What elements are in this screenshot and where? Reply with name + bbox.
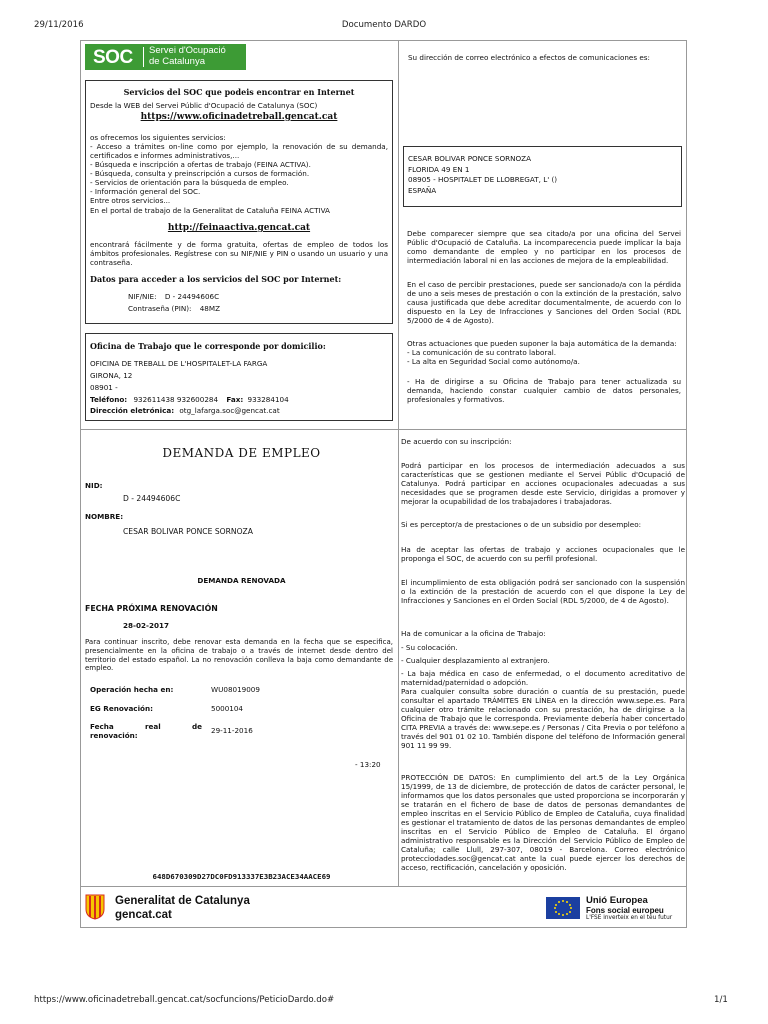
nif-label: NIF/NIE:	[128, 292, 157, 301]
services-intro: Desde la WEB del Servei Públic d'Ocupació de Catalunya (SOC)	[90, 101, 318, 110]
renewal-time: - 13:20	[355, 760, 381, 769]
office-postal: 08901 -	[90, 383, 118, 392]
services-list: os ofrecemos los siguientes servicios: - Acceso a trámites on-line como por ejemplo, la renovación de su demanda, certificados e informes administrativos,... - Búsqueda e inscripción a ofertas de trabajo (FEINA ACTIVA). - Búsqueda, consulta y preinscripción a cursos de formación. - Servicios de orientación para la búsqueda de empleo. - Información general del SOC. Entre otros servicios... En el portal de trabajo de la Generalitat de Cataluña FEINA ACTIVA	[90, 133, 388, 215]
soc-logo-abbr: SOC	[93, 47, 133, 68]
services-heading: Servicios del SOC que podeis encontrar en Internet	[123, 87, 355, 97]
nif-value: D - 24494606C	[164, 292, 220, 301]
communicate-list: - Su colocación. - Cualquier desplazamiento al extranjero. - La baja médica en caso de enfermedad, o el documento acreditativo de maternidad/paternidad o adopción.	[401, 643, 685, 687]
demand-title: DEMANDA DE EMPLEO	[162, 446, 321, 460]
name-value: CESAR BOLIVAR PONCE SORNOZA	[123, 527, 253, 536]
footer-divider	[80, 886, 687, 887]
feinaactiva-link[interactable]: http://feinaactiva.gencat.cat	[167, 223, 311, 233]
nif-row	[128, 292, 219, 301]
update-data-notice: - Ha de dirigirse a su Oficina de Trabajo para tener actualizada su demanda, haciendo constar cualquier cambio de datos personales, profesionales y formativos.	[407, 377, 681, 404]
phone-label: Teléfono:	[90, 395, 128, 404]
next-renewal-label: FECHA PRÓXIMA RENOVACIÓN	[85, 604, 218, 613]
section-divider	[80, 429, 687, 430]
column-divider	[398, 40, 399, 886]
print-page-number: 1/1	[714, 995, 728, 1005]
address-block: CESAR BOLIVAR PONCE SORNOZA FLORIDA 49 EN 1 08905 - HOSPITALET DE LLOBREGAT, L' () ESPAÑA	[408, 154, 558, 195]
nid-label: NID:	[85, 481, 103, 490]
eg-label: EG Renovación:	[90, 704, 153, 713]
pin-row	[128, 304, 220, 313]
next-renewal-date: 28-02-2017	[123, 621, 169, 630]
real-renewal-label: Fecha real de renovación:	[90, 722, 202, 740]
eu-slogan: L'FSE inverteix en el teu futur	[586, 915, 673, 921]
accept-offers-text: Ha de aceptar las ofertas de trabajo y acciones ocupacionales que le proponga el SOC, de acuerdo con su perfil profesional.	[401, 545, 685, 563]
soc-logo	[85, 44, 246, 70]
demand-status: DEMANDA RENOVADA	[197, 576, 286, 585]
intermediation-text: Podrá participar en los procesos de intermediación adecuados a sus características que se gestionen mediante el Servei Públic d'Ocupació de Catalunya. Podrá participar en acciones ocupacionales adecuadas a sus necesidades que se programen desde este Servicio, dirigidas a promover y mejorar la ocupabilidad de los trabajadores i trabajadoras.	[401, 461, 685, 506]
verification-hash: 648D670309D27DC0FD913337E3B23ACE34AACE69	[152, 872, 331, 881]
email-value: otg_lafarga.soc@gencat.cat	[179, 406, 280, 415]
pin-label: Contraseña (PIN):	[128, 304, 192, 313]
eu-name: Unió Europea	[586, 895, 648, 906]
operation-label: Operación hecha en:	[90, 685, 174, 694]
access-heading: Datos para acceder a los servicios del SOC por Internet:	[90, 274, 342, 284]
renewal-note: Para continuar inscrito, debe renovar esta demanda en la fecha que se especifica, presencialmente en la oficina de trabajo o a través de internet desde dentro del territorio del estado español. La no renovación conlleva la baja como demandante de empleo.	[85, 638, 393, 673]
office-street: GIRONA, 12	[90, 371, 133, 380]
noncompliance-text: El incumplimiento de esta obligación podrá ser sancionado con la suspensión o la extinción de la prestación de acuerdo con el que dispone la Ley de Infracciones y Sanciones en el Orden Social (RDL 5/2000, de 4 de Agosto).	[401, 578, 685, 605]
fax-value: 933284104	[247, 395, 289, 404]
phone-value: 932611438 932600284	[133, 395, 219, 404]
appearance-notice: Debe comparecer siempre que sea citado/a por una oficina del Servei Públic d'Ocupació de Cataluña. La incomparecencia puede implicar la baja como demandante de empleo y no participar en los procesos de intermediación laboral ni en las acciones de mejora de la empleabilidad.	[407, 229, 681, 265]
inscription-intro: De acuerdo con su inscripción:	[401, 437, 512, 446]
consultation-text: Para cualquier consulta sobre duración o cuantía de su prestación, puede consultar el apartado TRÁMITES EN LÍNEA en la dirección www.sepe.es. Para cualquier otro trámite relacionado con su prestación, ha de dirigirse a la Oficina de Trabajo que le corresponda. Previamente debería haber concertado CITA PREVIA a través de: www.sepe.es / Personas / Cita Previa o por teléfono a través del 901 01 02 10. También dispone del teléfono de Información general 901 11 99 99.	[401, 687, 685, 750]
sanction-notice: En el caso de percibir prestaciones, puede ser sancionado/a con la pérdida de uno a seis meses de prestación o con la extinción de la prestación, salvo causa justificada que debe acreditar documentalmente, de acuerdo con lo dispuesto en la Ley de Infracciones y Sanciones del Orden Social (RDL 5/2000 de 4 de Agosto).	[407, 280, 681, 325]
generalitat-name: Generalitat de Catalunya	[115, 895, 250, 907]
name-label: NOMBRE:	[85, 512, 124, 521]
print-title: Documento DARDO	[341, 20, 427, 30]
print-url: https://www.oficinadetreball.gencat.cat/socfuncions/PeticioDardo.do#	[34, 995, 335, 1005]
print-date: 29/11/2016	[34, 20, 84, 30]
feinaactiva-description: encontrará fácilmente y de forma gratuita, ofertas de empleo de todos los ámbitos profesionales. Regístrese con su NIF/NIE y PIN o usando un usuario y una contraseña.	[90, 240, 388, 267]
generalitat-shield-icon	[85, 894, 105, 920]
fax-label: Fax:	[226, 395, 244, 404]
nid-value: D - 24494606C	[123, 494, 181, 503]
email-label: Dirección eletrónica:	[90, 406, 175, 415]
gencat-domain: gencat.cat	[115, 909, 172, 921]
eu-flag-icon	[546, 897, 580, 919]
office-email-row	[90, 406, 280, 415]
eg-value: 5000104	[211, 704, 244, 713]
benefits-intro: Si es perceptor/a de prestaciones o de un subsidio por desempleo:	[401, 520, 642, 529]
real-renewal-value: 29-11-2016	[211, 726, 253, 735]
operation-value: WU08019009	[211, 685, 260, 694]
eu-fund: Fons social europeu	[586, 906, 664, 915]
communicate-intro: Ha de comunicar a la oficina de Trabajo:	[401, 629, 546, 638]
data-protection-text: PROTECCIÓN DE DATOS: En cumplimiento del art.5 de la Ley Orgánica 15/1999, de 13 de diciembre, de protección de datos de carácter personal, le informamos que los datos personales que usted proporciona se incorporarán y se tratarán en el fichero de base de datos de personas demandantes de empleo inscritas en el Servicio Público de Empleo de Cataluña, cuya finalidad es gestionar el tratamiento de datos de las personas demandantes de empleo inscritas en el Servicio Público de Empleo de Cataluña. El órgano administrativo responsable es la Dirección del Servicio Público de Empleo de Cataluña; calle Llull, 297-307, 08019 - Barcelona. Correo electrónico protecciodades.soc@gencat.cat ante la cual puede ejercer los derechos de acceso, rectificación, cancelación y oposición.	[401, 773, 685, 872]
auto-withdrawal-notice: Otras actuaciones que pueden suponer la baja automática de la demanda: - La comunicación de su contrato laboral. - La alta en Seguridad Social como autónomo/a.	[407, 339, 677, 366]
email-notice: Su dirección de correo electrónico a efectos de comunicaciones es:	[408, 53, 650, 62]
office-name: OFICINA DE TREBALL DE L'HOSPITALET-LA FARGA	[90, 359, 268, 368]
office-heading: Oficina de Trabajo que le corresponde por domicilio:	[90, 341, 326, 351]
oficinadetreball-link[interactable]: https://www.oficinadetreball.gencat.cat	[140, 112, 338, 122]
pin-value: 48MZ	[199, 304, 220, 313]
soc-logo-name: Servei d'Ocupació de Catalunya	[149, 45, 226, 67]
office-phone-row	[90, 395, 289, 404]
